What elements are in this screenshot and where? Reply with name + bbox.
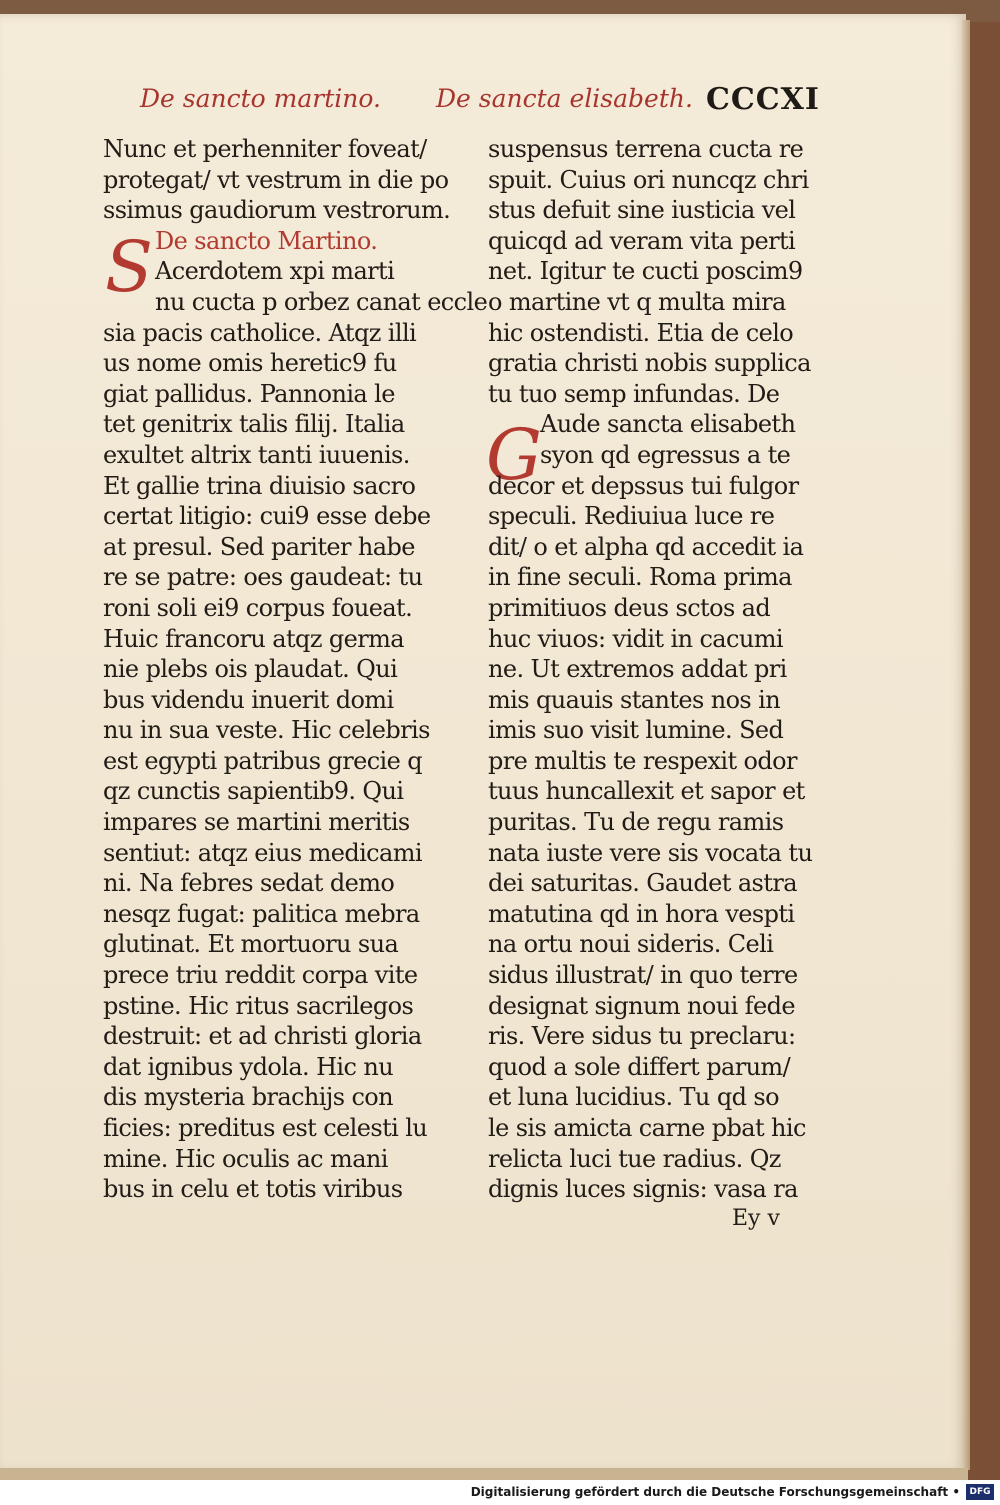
footer-credit: Digitalisierung gefördert durch die Deutsche Forschungsgemeinschaft • [470, 1485, 960, 1499]
text-line: Huic francoru atqz germa [103, 624, 404, 653]
running-head-left: De sancto martino. [140, 84, 381, 113]
text-line: impares se martini meritis [103, 808, 410, 837]
text-line: certat litigio: cui9 esse debe [103, 502, 431, 531]
text-line: hic ostendisti. Etia de celo [488, 318, 794, 347]
text-line: spuit. Cuius ori nuncqz chri [488, 165, 809, 194]
catchword: Ey v [732, 1206, 780, 1231]
text-column-left [103, 134, 488, 1205]
initial-letter-left: S [105, 226, 153, 308]
text-line: sia pacis catholice. Atqz illi [103, 318, 417, 347]
text-line: speculi. Rediuiua luce re [488, 502, 775, 531]
text-line: stus defuit sine iusticia vel [488, 196, 796, 225]
text-line: dis mysteria brachijs con [103, 1083, 394, 1112]
text-line: puritas. Tu de regu ramis [488, 808, 784, 837]
text-line: roni soli ei9 corpus foueat. [103, 593, 413, 622]
text-line: huc viuos: vidit in cacumi [488, 624, 783, 653]
text-line: decor et depssus tui fulgor [488, 471, 799, 500]
text-line: dei saturitas. Gaudet astra [488, 869, 797, 898]
text-line: qz cunctis sapientib9. Qui [103, 777, 404, 806]
text-line: re se patre: oes gaudeat: tu [103, 563, 423, 592]
page-bottom-edge [0, 1468, 968, 1480]
footer-bar [0, 1483, 1000, 1505]
text-column-right [488, 134, 823, 1205]
text-line: prece triu reddit corpa vite [103, 961, 418, 990]
text-line: bus in celu et totis viribus [103, 1175, 403, 1204]
initial-letter-right: G [486, 414, 542, 496]
text-line: est egypti patribus grecie q [103, 746, 423, 775]
text-line: ssimus gaudiorum vestrorum. [103, 196, 451, 225]
text-line: et luna lucidius. Tu qd so [488, 1083, 779, 1112]
text-line: nie plebs ois plaudat. Qui [103, 655, 398, 684]
text-line: Et gallie trina diuisio sacro [103, 471, 416, 500]
text-line: Aude sancta elisabeth [540, 410, 796, 439]
text-line: suspensus terrena cucta re [488, 135, 804, 163]
text-line: designat signum noui fede [488, 991, 795, 1020]
dfg-logo: DFG [966, 1484, 994, 1500]
text-line: exultet altrix tanti iuuenis. [103, 440, 410, 469]
folio-number: CCCXI [706, 82, 820, 117]
text-line: relicta luci tue radius. Qz [488, 1144, 781, 1173]
text-line: us nome omis heretic9 fu [103, 349, 397, 378]
text-line: dit/ o et alpha qd accedit ia [488, 532, 804, 561]
text-line: ne. Ut extremos addat pri [488, 655, 787, 684]
text-line: pre multis te respexit odor [488, 746, 797, 775]
text-line: pstine. Hic ritus sacrilegos [103, 991, 414, 1020]
text-line: syon qd egressus a te [540, 440, 791, 469]
text-line: in fine seculi. Roma prima [488, 563, 792, 592]
text-line: protegat/ vt vestrum in die po [103, 165, 449, 194]
text-line: Acerdotem xpi marti [155, 257, 395, 286]
text-line: De sancto Martino. [155, 226, 378, 255]
text-line: net. Igitur te cucti poscim9 [488, 257, 803, 286]
text-line: nata iuste vere sis vocata tu [488, 838, 813, 867]
text-line: ni. Na febres sedat demo [103, 869, 395, 898]
text-line: dat ignibus ydola. Hic nu [103, 1052, 394, 1081]
text-line: gratia christi nobis supplica [488, 349, 811, 378]
text-line: matutina qd in hora vespti [488, 899, 795, 928]
text-line: o martine vt q multa mira [488, 287, 786, 316]
text-line: quod a sole differt parum/ [488, 1052, 791, 1081]
text-line: glutinat. Et mortuoru sua [103, 930, 399, 959]
text-line: nu cucta p orbez canat eccle [155, 287, 488, 316]
text-line: mis quauis stantes nos in [488, 685, 781, 714]
text-line: destruit: et ad christi gloria [103, 1022, 422, 1051]
text-line: sidus illustrat/ in quo terre [488, 961, 798, 990]
text-line: bus videndu inuerit domi [103, 685, 394, 714]
text-line: primitiuos deus sctos ad [488, 593, 771, 622]
text-line: mine. Hic oculis ac mani [103, 1144, 388, 1173]
text-line: sentiut: atqz eius medicami [103, 838, 422, 867]
text-line: dignis luces signis: vasa ra [488, 1175, 798, 1204]
text-line: tuus huncallexit et sapor et [488, 777, 805, 806]
text-line: giat pallidus. Pannonia le [103, 379, 395, 408]
page-edge [962, 20, 970, 1470]
text-line: tu tuo semp infundas. De [488, 379, 780, 408]
text-line: ficies: preditus est celesti lu [103, 1114, 428, 1142]
text-line: nu in sua veste. Hic celebris [103, 716, 430, 745]
running-head-right: De sancta elisabeth. [436, 84, 693, 113]
text-line: at presul. Sed pariter habe [103, 532, 415, 561]
text-line: nesqz fugat: palitica mebra [103, 899, 420, 928]
text-line: tet genitrix talis filij. Italia [103, 410, 405, 439]
text-line: ris. Vere sidus tu preclaru: [488, 1022, 796, 1051]
text-line: quicqd ad veram vita perti [488, 226, 796, 255]
text-line: Nunc et perhenniter foveat/ [103, 135, 427, 163]
text-line: na ortu noui sideris. Celi [488, 930, 774, 959]
text-line: imis suo visit lumine. Sed [488, 716, 784, 745]
text-line: le sis amicta carne pbat hic [488, 1114, 806, 1142]
